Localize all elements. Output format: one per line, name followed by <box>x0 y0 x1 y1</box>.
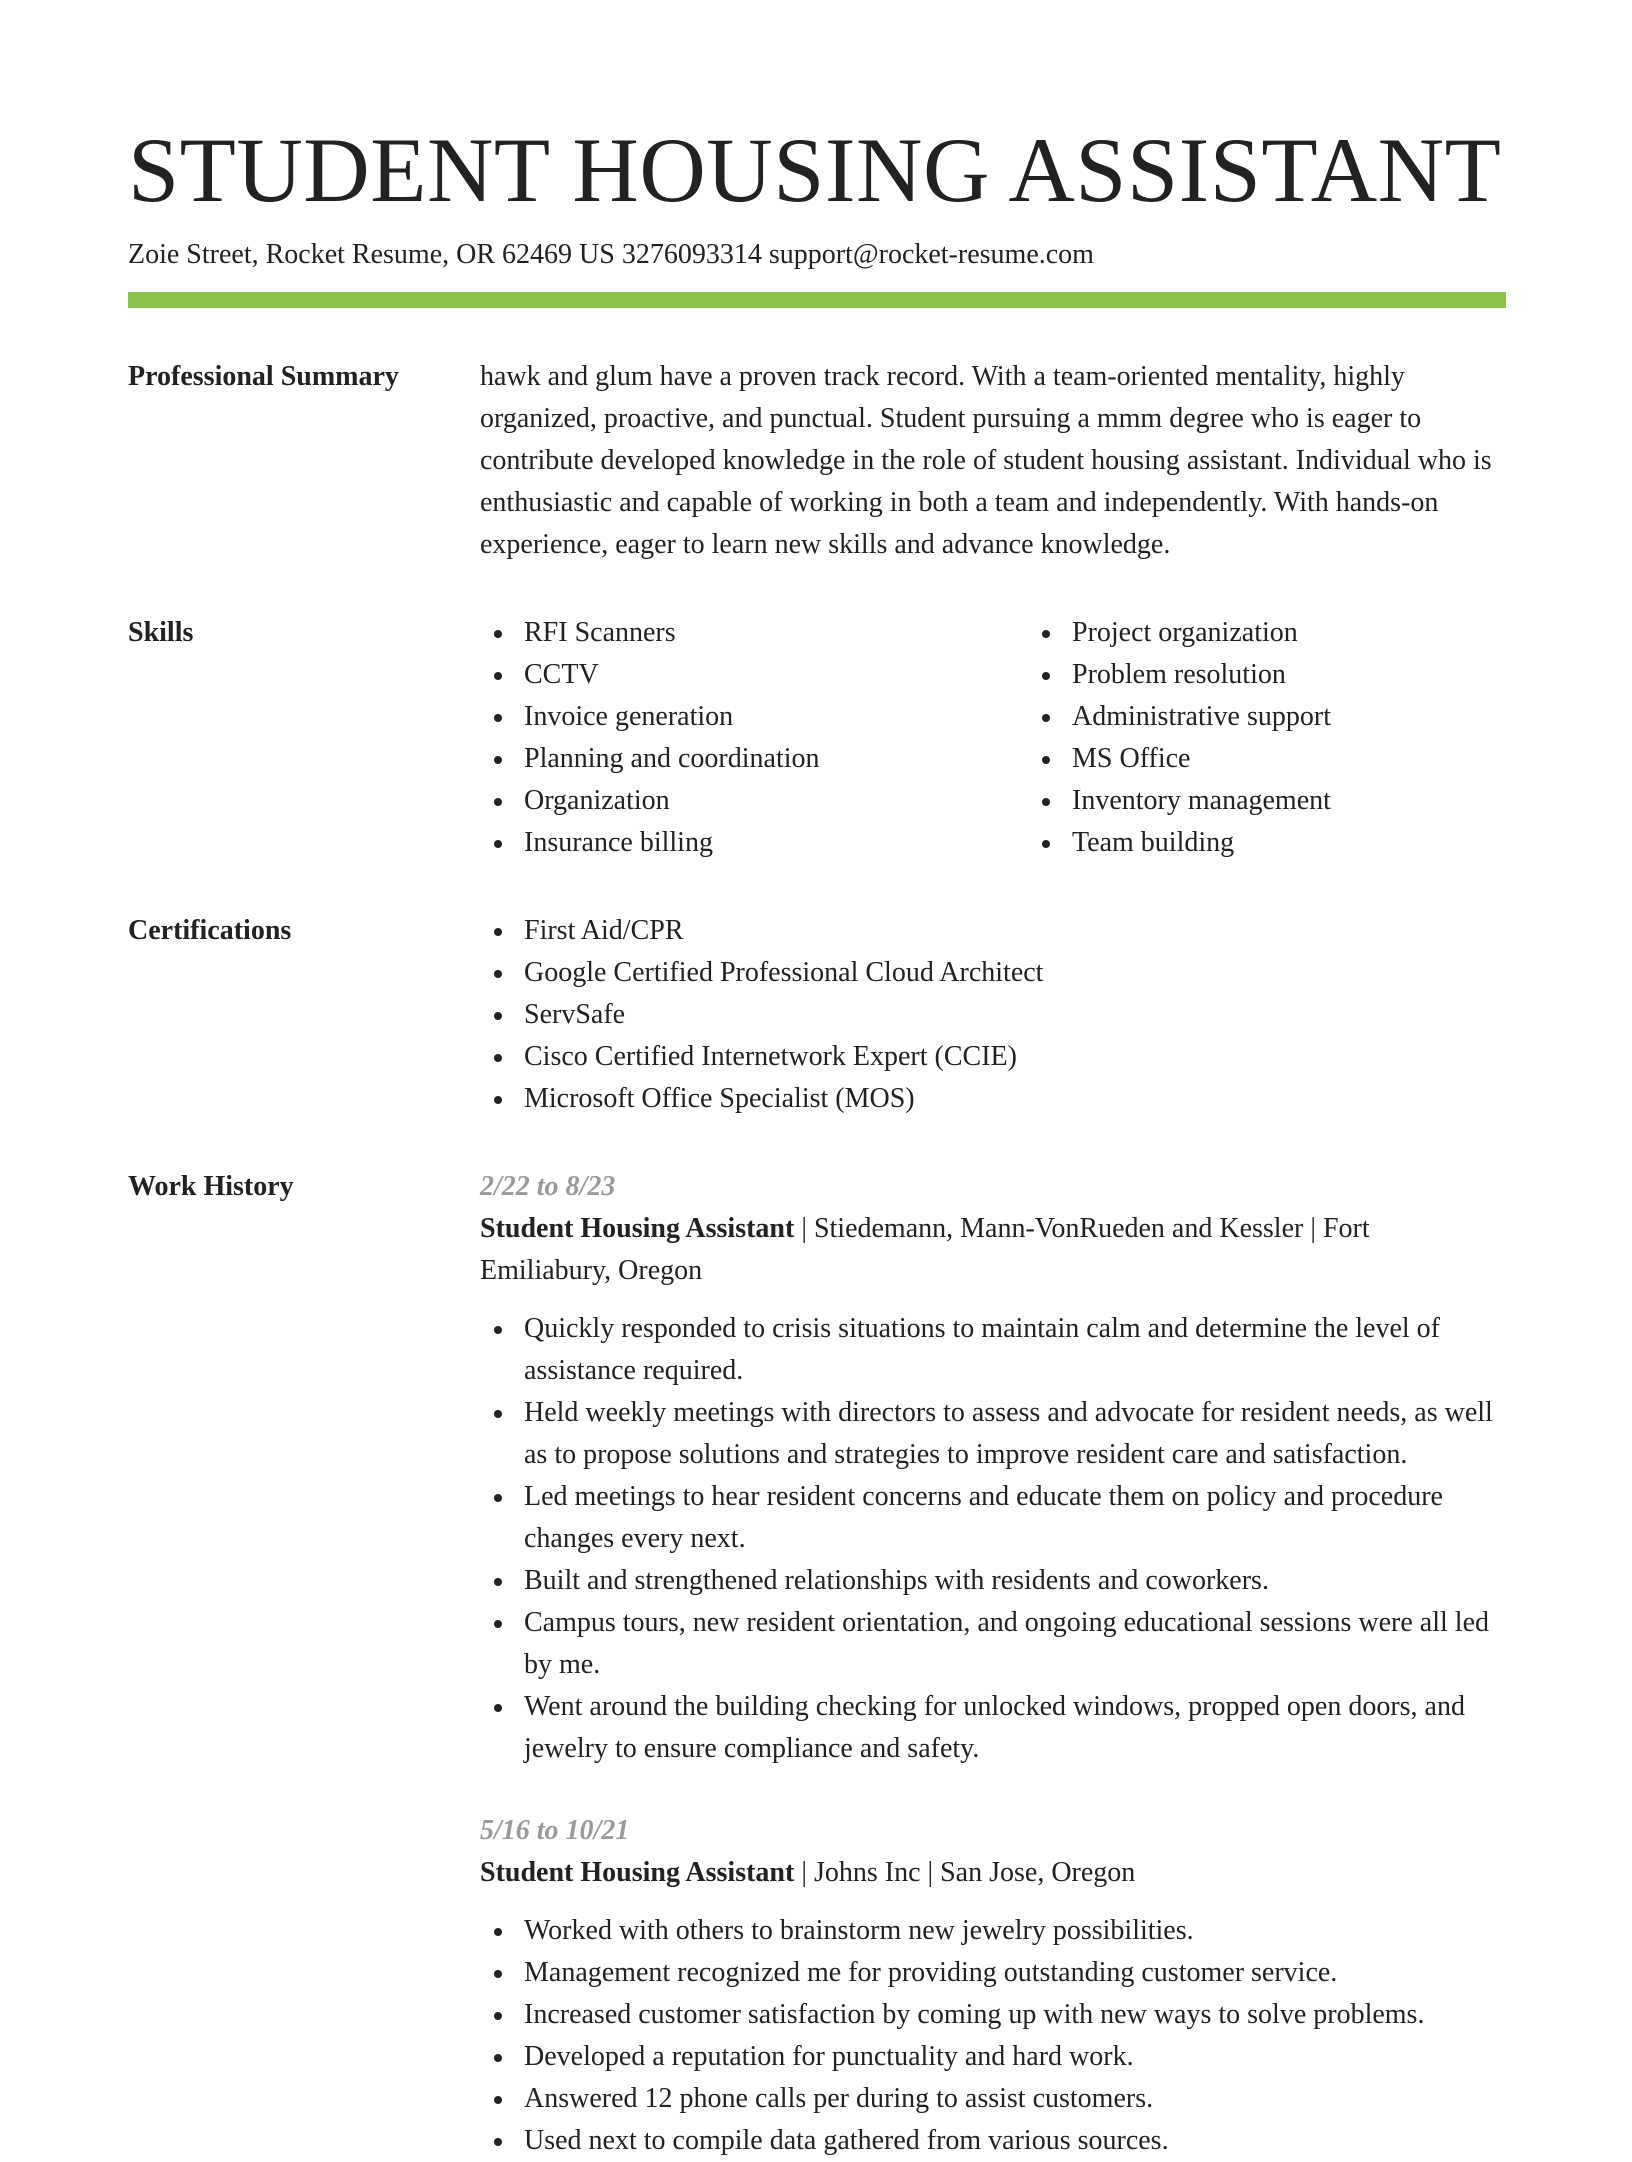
job-entry <box>480 1810 1506 2162</box>
certification-item: Cisco Certified Internetwork Expert (CCIE) <box>524 1036 1506 1078</box>
job-duty-item: Developed a reputation for punctuality and hard work. <box>524 2036 1506 2078</box>
accent-divider <box>128 292 1506 308</box>
summary-text: hawk and glum have a proven track record. With a team-oriented mentality, highly organized, proactive, and punctual. Student pursuing a mmm degree who is eager to contribute developed knowledge in the role of student housing assistant. Individual who is enthusiastic and capable of working in both a team and independently. With hands-on experience, eager to learn new skills and advance knowledge. <box>480 361 1492 560</box>
work-history-section <box>128 1166 1506 2162</box>
job-duties-list <box>480 1910 1506 2162</box>
job-duty-item: Management recognized me for providing outstanding customer service. <box>524 1952 1506 1994</box>
skill-item: Organization <box>524 780 984 822</box>
job-duty-item: Built and strengthened relationships with residents and coworkers. <box>524 1560 1506 1602</box>
skill-item: CCTV <box>524 654 984 696</box>
skill-item: Invoice generation <box>524 696 984 738</box>
job-dates: 5/16 to 10/21 <box>480 1815 630 1846</box>
job-title: Student Housing Assistant <box>480 1213 795 1244</box>
skill-item: Administrative support <box>1072 696 1532 738</box>
job-duties-list <box>480 1308 1506 1770</box>
job-entry <box>480 1166 1506 1770</box>
job-title: Student Housing Assistant <box>480 1857 795 1888</box>
skill-item: Inventory management <box>1072 780 1532 822</box>
job-duty-item: Quickly responded to crisis situations to maintain calm and determine the level of assistance required. <box>524 1308 1506 1392</box>
job-duty-item: Held weekly meetings with directors to assess and advocate for resident needs, as well as to propose solutions and strategies to improve resident care and satisfaction. <box>524 1392 1506 1476</box>
resume-page <box>128 0 1506 2162</box>
job-employer-location: | Johns Inc | San Jose, Oregon <box>794 1857 1136 1888</box>
skill-item: Insurance billing <box>524 822 984 864</box>
skills-heading: Skills <box>128 617 194 648</box>
skill-item: Team building <box>1072 822 1532 864</box>
job-header <box>480 1208 1506 1292</box>
skill-item: Project organization <box>1072 612 1532 654</box>
job-duty-item: Used next to compile data gathered from various sources. <box>524 2120 1506 2162</box>
job-duty-item: Answered 12 phone calls per during to assist customers. <box>524 2078 1506 2120</box>
certifications-section <box>128 910 1506 1120</box>
skill-item: MS Office <box>1072 738 1532 780</box>
skill-item: RFI Scanners <box>524 612 984 654</box>
skills-list-right <box>1028 612 1532 864</box>
job-employer-location: | Stiedemann, Mann-VonRueden and Kessler | Fort Emiliabury, Oregon <box>480 1213 1370 1286</box>
contact-line: Zoie Street, Rocket Resume, OR 62469 US 3276093314 support@rocket-resume.com <box>128 239 1094 270</box>
job-header <box>480 1852 1506 1894</box>
certification-item: Microsoft Office Specialist (MOS) <box>524 1078 1506 1120</box>
job-duty-item: Worked with others to brainstorm new jewelry possibilities. <box>524 1910 1506 1952</box>
skills-section <box>128 612 1506 864</box>
job-dates: 2/22 to 8/23 <box>480 1171 616 1202</box>
certification-item: First Aid/CPR <box>524 910 1506 952</box>
skills-columns <box>480 612 1532 864</box>
summary-heading: Professional Summary <box>128 361 399 392</box>
job-duty-item: Went around the building checking for unlocked windows, propped open doors, and jewelry to ensure compliance and safety. <box>524 1686 1506 1770</box>
certifications-list <box>480 910 1506 1120</box>
job-duty-item: Led meetings to hear resident concerns and educate them on policy and procedure changes every next. <box>524 1476 1506 1560</box>
skill-item: Problem resolution <box>1072 654 1532 696</box>
work-history-heading: Work History <box>128 1171 294 1202</box>
skills-list-left <box>480 612 984 864</box>
certification-item: ServSafe <box>524 994 1506 1036</box>
certifications-heading: Certifications <box>128 915 292 946</box>
summary-section <box>128 356 1506 566</box>
certification-item: Google Certified Professional Cloud Architect <box>524 952 1506 994</box>
job-duty-item: Increased customer satisfaction by coming up with new ways to solve problems. <box>524 1994 1506 2036</box>
job-duty-item: Campus tours, new resident orientation, and ongoing educational sessions were all led by me. <box>524 1602 1506 1686</box>
resume-title: STUDENT HOUSING ASSISTANT <box>128 119 1502 221</box>
skill-item: Planning and coordination <box>524 738 984 780</box>
